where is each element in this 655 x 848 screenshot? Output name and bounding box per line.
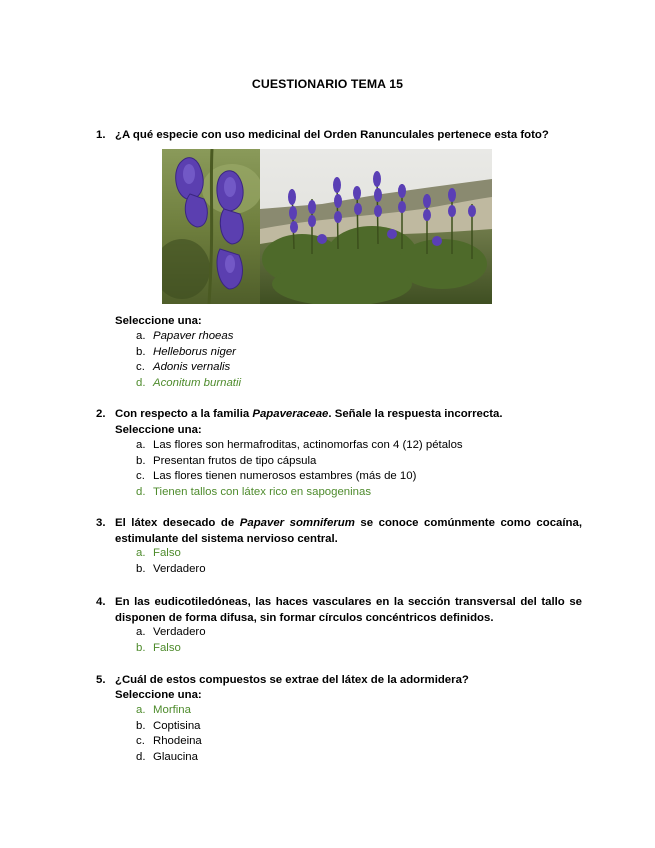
option-a-correct[interactable]: a. Falso xyxy=(136,547,181,559)
options-q5 xyxy=(136,703,202,765)
option-c[interactable]: c. Adonis vernalis xyxy=(136,361,231,373)
option-c[interactable]: c. Las flores tienen numerosos estambres (más de 10) xyxy=(136,470,417,482)
question-number: 4. xyxy=(96,596,106,608)
option-a[interactable]: a. Las flores son hermafroditas, actinomorfas con 4 (12) pétalos xyxy=(136,439,463,451)
question-2 xyxy=(96,406,582,422)
option-a-correct[interactable]: a. Morfina xyxy=(136,704,191,716)
question-number: 2. xyxy=(96,408,106,420)
option-d-correct[interactable]: d. Aconitum burnatii xyxy=(136,376,242,389)
select-label: Seleccione una: xyxy=(115,424,202,436)
question-text: El látex desecado de Papaver somniferum se conoce comúnmente como cocaína, estimulante del sistema nervioso central. xyxy=(115,517,582,545)
option-b[interactable]: b. Helleborus niger xyxy=(136,345,236,358)
aconitum-flower-photo xyxy=(162,149,492,304)
option-b[interactable]: b. Verdadero xyxy=(136,562,206,575)
option-d-correct[interactable]: d. Tienen tallos con látex rico en sapogeninas xyxy=(136,485,372,498)
option-b[interactable]: b. Presentan frutos de tipo cápsula xyxy=(136,454,317,467)
question-text: ¿Cuál de estos compuestos se extrae del látex de la adormidera? xyxy=(115,674,469,686)
question-4 xyxy=(96,594,582,626)
question-text: En las eudicotiledóneas, las haces vasculares en la sección transversal del tallo se disponen de forma difusa, sin formar círculos concéntricos definidos. xyxy=(115,596,582,624)
question-text: Con respecto a la familia Papaveraceae. Señale la respuesta incorrecta. xyxy=(115,408,503,420)
option-c[interactable]: c. Rhodeina xyxy=(136,735,202,747)
question-1 xyxy=(96,127,582,143)
options-q1 xyxy=(136,329,241,391)
option-a[interactable]: a. Papaver rhoeas xyxy=(136,330,234,342)
select-label: Seleccione una: xyxy=(115,689,202,701)
question-text: ¿A qué especie con uso medicinal del Orden Ranunculales pertenece esta foto? xyxy=(115,129,549,141)
question-3 xyxy=(96,515,582,547)
options-q3 xyxy=(136,546,206,577)
question-5 xyxy=(96,672,582,688)
option-b[interactable]: b. Coptisina xyxy=(136,719,201,732)
option-b-correct[interactable]: b. Falso xyxy=(136,641,181,654)
page-title: CUESTIONARIO TEMA 15 xyxy=(251,77,404,91)
question-number: 3. xyxy=(96,517,106,529)
option-d[interactable]: d. Glaucina xyxy=(136,750,198,763)
options-q2 xyxy=(136,438,463,500)
select-label: Seleccione una: xyxy=(115,315,202,327)
options-q4 xyxy=(136,625,206,656)
question-number: 1. xyxy=(96,129,106,141)
question-number: 5. xyxy=(96,674,106,686)
option-a[interactable]: a. Verdadero xyxy=(136,626,206,638)
